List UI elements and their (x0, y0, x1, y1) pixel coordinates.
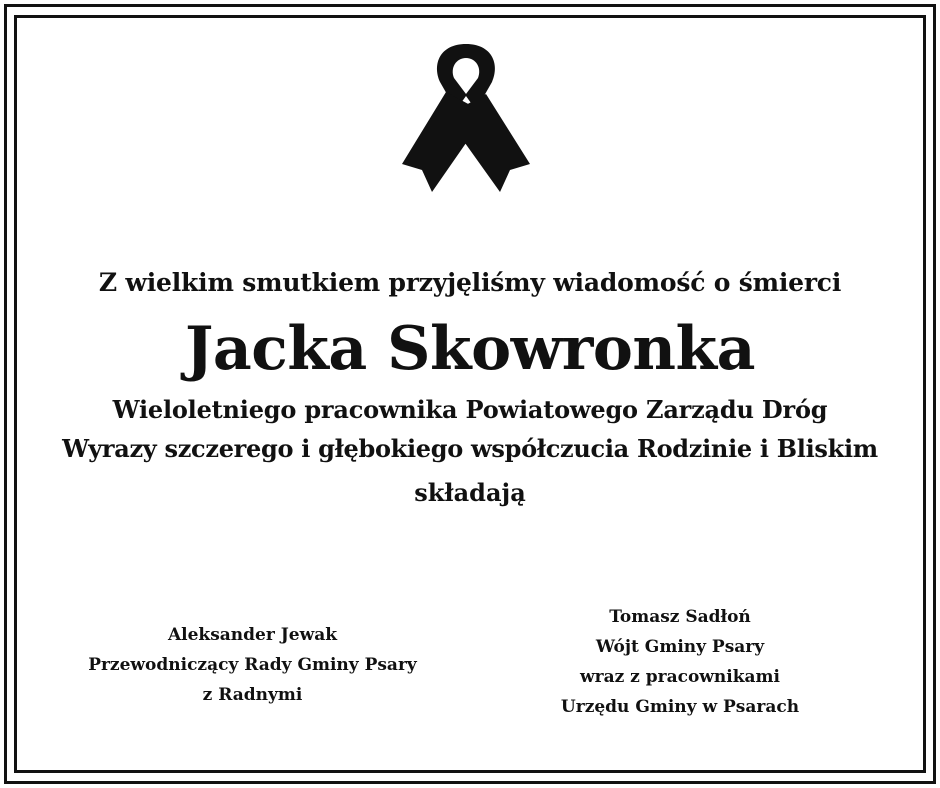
signatory-left-title: Przewodniczący Rady Gminy Psary (88, 655, 417, 675)
deceased-name: Jacka Skowronka (185, 314, 755, 384)
signatory-right-office: Urzędu Gminy w Psarach (560, 697, 800, 717)
signatory-left-name: Aleksander Jewak (167, 625, 338, 645)
signatory-left-with: z Radnymi (202, 685, 303, 705)
signatory-right-name: Tomasz Sadłoń (609, 607, 751, 627)
signatory-right (510, 602, 850, 722)
signatory-right-with: wraz z pracownikami (580, 667, 780, 687)
condolence-verb: składają (414, 478, 526, 507)
condolence-text: Wyrazy szczerego i głębokiego współczucia Rodzinie i Bliskim (62, 434, 878, 463)
mourning-ribbon-icon (400, 42, 532, 192)
signatory-left (50, 620, 455, 710)
intro-text: Z wielkim smutkiem przyjęliśmy wiadomość o śmierci (98, 268, 842, 297)
deceased-role: Wieloletniego pracownika Powiatowego Zarządu Dróg (112, 395, 828, 424)
signatory-right-title: Wójt Gminy Psary (595, 637, 765, 657)
